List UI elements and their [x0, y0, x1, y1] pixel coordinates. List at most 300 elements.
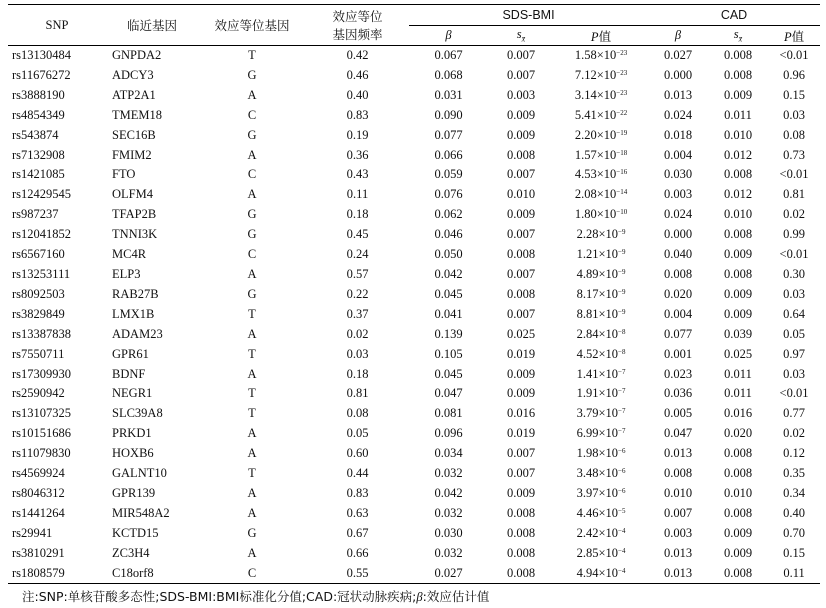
cell-cad-p: <0.01 — [779, 386, 809, 401]
cell-sds-p: $1.58\times 10^{-23}$ — [574, 48, 628, 62]
header-sds-beta: β — [409, 26, 488, 46]
cell-snp: rs13130484 — [12, 48, 72, 62]
cell-cad-se: 0.008 — [723, 67, 753, 82]
cell-sds-beta: 0.032 — [434, 545, 463, 560]
cell-sds-se: 0.007 — [506, 227, 536, 242]
cell-sds-beta: 0.139 — [434, 326, 463, 341]
cell-sds-p: $2.84\times 10^{-8}$ — [576, 326, 626, 341]
cell-gene: TMEM18 — [112, 107, 162, 122]
table-row — [8, 46, 820, 66]
cell-allele: C — [247, 247, 257, 262]
cell-cad-p: 0.64 — [783, 306, 805, 321]
cell-cad-se: 0.009 — [723, 306, 753, 321]
cell-sds-p: $3.14\times 10^{-23}$ — [574, 87, 628, 102]
cell-allele: G — [247, 525, 257, 540]
cell-frequency: 0.11 — [346, 187, 369, 202]
table-body — [8, 46, 820, 584]
cell-sds-p: $3.97\times 10^{-6}$ — [576, 485, 626, 500]
cell-cad-se: 0.008 — [723, 466, 753, 481]
cell-frequency: 0.02 — [346, 326, 369, 341]
cell-sds-se: 0.009 — [506, 386, 536, 401]
cell-frequency: 0.67 — [346, 525, 369, 540]
cell-frequency: 0.36 — [346, 147, 369, 162]
cell-gene: GALNT10 — [112, 466, 167, 481]
cell-cad-p: 0.03 — [783, 286, 805, 301]
cell-cad-beta: 0.013 — [663, 446, 693, 461]
cell-allele: T — [248, 386, 256, 401]
table-row — [8, 564, 820, 584]
cell-cad-beta: 0.013 — [648, 564, 708, 584]
cell-gene: SLC39A8 — [112, 406, 163, 421]
cell-sds-se: 0.007 — [506, 167, 536, 182]
cell-cad-beta: 0.024 — [663, 107, 693, 122]
cell-cad-beta: 0.000 — [663, 67, 693, 82]
cell-cad-se: 0.009 — [723, 286, 753, 301]
cell-cad-se: 0.008 — [723, 266, 753, 281]
cell-cad-beta: 0.040 — [663, 247, 693, 262]
cell-allele: T — [248, 306, 256, 321]
cell-sds-p: $1.57\times 10^{-18}$ — [574, 147, 628, 162]
cell-snp: rs1808579 — [8, 564, 106, 584]
cell-sds-p: $1.91\times 10^{-7}$ — [576, 386, 626, 401]
cell-allele: A — [247, 426, 257, 441]
cell-sds-p: $8.17\times 10^{-9}$ — [576, 286, 626, 301]
cell-cad-se: 0.008 — [723, 48, 753, 62]
header-sds-se: $s_{x̄}$ — [488, 26, 554, 46]
cell-sds-p: $2.42\times 10^{-4}$ — [576, 525, 626, 540]
cell-sds-beta: 0.046 — [434, 227, 463, 242]
cell-gene: OLFM4 — [112, 187, 153, 202]
cell-sds-beta: 0.032 — [434, 505, 463, 520]
cell-sds-se: 0.009 — [506, 107, 536, 122]
header-frequency — [306, 5, 409, 46]
cell-cad-beta: 0.020 — [663, 286, 693, 301]
cell-gene: TFAP2B — [112, 207, 157, 222]
cell-sds-se: 0.008 — [506, 545, 536, 560]
cell-cad-p: 0.81 — [783, 187, 805, 202]
cell-sds-se: 0.008 — [506, 525, 536, 540]
cell-allele: A — [247, 266, 257, 281]
cell-frequency: 0.22 — [346, 286, 369, 301]
cell-frequency: 0.81 — [346, 386, 369, 401]
cell-allele: A — [247, 87, 257, 102]
cell-cad-beta: 0.000 — [663, 227, 693, 242]
cell-snp: rs11079830 — [12, 446, 71, 461]
cell-frequency: 0.55 — [306, 564, 409, 584]
cell-sds-p: $4.52\times 10^{-8}$ — [576, 346, 626, 361]
cell-frequency: 0.46 — [346, 67, 369, 82]
cell-sds-beta: 0.077 — [434, 127, 463, 142]
cell-sds-beta: 0.047 — [434, 386, 463, 401]
cell-snp: rs1421085 — [12, 167, 65, 182]
cell-cad-p: 0.03 — [783, 366, 805, 381]
cell-allele: G — [247, 67, 257, 82]
cell-snp: rs3810291 — [12, 545, 65, 560]
cell-sds-p: $1.21\times 10^{-9}$ — [576, 247, 626, 262]
cell-sds-se: 0.008 — [506, 505, 536, 520]
cell-sds-beta: 0.045 — [434, 366, 463, 381]
cell-snp: rs12041852 — [12, 227, 72, 242]
cell-gene: MIR548A2 — [112, 505, 170, 520]
cell-sds-se: 0.016 — [506, 406, 536, 421]
cell-sds-p: $1.41\times 10^{-7}$ — [576, 366, 626, 381]
cell-sds-beta: 0.042 — [434, 485, 463, 500]
footnote-prefix: 注:SNP:单核苷酸多态性;SDS-BMI:BMI标准化分值;CAD:冠状动脉疾病; — [22, 589, 417, 604]
cell-cad-p: 0.02 — [783, 426, 805, 441]
cell-gene: RAB27B — [112, 286, 159, 301]
cell-sds-beta: 0.041 — [434, 306, 463, 321]
cell-cad-se: 0.010 — [723, 127, 753, 142]
cell-sds-beta: 0.059 — [434, 167, 463, 182]
cell-sds-beta: 0.032 — [434, 466, 463, 481]
cell-gene: SEC16B — [112, 127, 156, 142]
cell-cad-se: 0.012 — [723, 147, 753, 162]
cell-allele: A — [247, 326, 257, 341]
cell-sds-se: 0.009 — [506, 366, 536, 381]
table-row — [8, 464, 820, 484]
cell-allele: A — [247, 366, 257, 381]
cell-sds-se: 0.007 — [506, 67, 536, 82]
cell-gene: GNPDA2 — [112, 48, 162, 62]
cell-sds-beta: 0.030 — [434, 525, 463, 540]
cell-allele: C — [247, 107, 257, 122]
cell-cad-se: 0.008 — [723, 446, 753, 461]
cell-sds-p: $1.80\times 10^{-10}$ — [574, 207, 628, 222]
cell-gene: ZC3H4 — [112, 545, 150, 560]
cell-snp: rs3888190 — [12, 87, 65, 102]
cell-frequency: 0.42 — [346, 48, 369, 62]
cell-sds-p: $2.85\times 10^{-4}$ — [576, 545, 626, 560]
cell-gene: MC4R — [112, 247, 147, 262]
table-row — [8, 205, 820, 225]
results-table — [8, 4, 820, 584]
cell-sds-beta: 0.067 — [434, 48, 463, 62]
cell-frequency: 0.44 — [346, 466, 369, 481]
cell-frequency: 0.24 — [346, 247, 369, 262]
cell-cad-beta: 0.023 — [663, 366, 693, 381]
cell-sds-p: $4.94\times 10^{-4}$ — [554, 564, 648, 584]
cell-cad-p: 0.40 — [783, 505, 805, 520]
cell-cad-beta: 0.005 — [663, 406, 693, 421]
cell-gene: ADAM23 — [112, 326, 163, 341]
header-cad-p: P值 — [768, 26, 820, 46]
cell-sds-p: $4.89\times 10^{-9}$ — [576, 266, 626, 281]
cell-allele: G — [247, 286, 257, 301]
cell-cad-beta: 0.077 — [663, 326, 693, 341]
cell-cad-se: 0.011 — [724, 366, 752, 381]
cell-sds-beta: 0.068 — [434, 67, 463, 82]
cell-allele: T — [248, 346, 256, 361]
cell-snp: rs10151686 — [12, 426, 72, 441]
cell-sds-se: 0.008 — [506, 247, 536, 262]
cell-sds-beta: 0.090 — [434, 107, 463, 122]
cell-cad-beta: 0.008 — [663, 466, 693, 481]
cell-sds-se: 0.009 — [506, 127, 536, 142]
cell-allele: T — [248, 466, 256, 481]
cell-cad-se: 0.011 — [724, 107, 752, 122]
table-row — [8, 66, 820, 86]
cell-cad-se: 0.039 — [723, 326, 753, 341]
cell-cad-se: 0.008 — [723, 167, 753, 182]
cell-frequency: 0.05 — [346, 426, 369, 441]
cell-cad-beta: 0.030 — [663, 167, 693, 182]
cell-gene: TNNI3K — [112, 227, 158, 242]
cell-cad-p: 0.73 — [783, 147, 805, 162]
cell-cad-p: 0.05 — [783, 326, 805, 341]
cell-gene: FTO — [112, 167, 136, 182]
table-row — [8, 404, 820, 424]
cell-cad-beta: 0.018 — [663, 127, 693, 142]
cell-sds-beta: 0.045 — [434, 286, 463, 301]
cell-sds-se: 0.007 — [506, 48, 536, 62]
cell-cad-se: 0.025 — [723, 346, 753, 361]
cell-cad-se: 0.009 — [723, 247, 753, 262]
cell-sds-se: 0.019 — [506, 426, 536, 441]
cell-cad-p: 0.35 — [783, 466, 805, 481]
cell-sds-se: 0.007 — [506, 266, 536, 281]
cell-sds-se: 0.025 — [506, 326, 536, 341]
cell-gene: KCTD15 — [112, 525, 159, 540]
cell-frequency: 0.19 — [346, 127, 369, 142]
cell-cad-se: 0.008 — [723, 227, 753, 242]
cell-frequency: 0.83 — [346, 107, 369, 122]
cell-gene: BDNF — [112, 366, 146, 381]
cell-cad-se: 0.008 — [723, 505, 753, 520]
cell-cad-p: 0.96 — [783, 67, 805, 82]
cell-allele: C — [247, 167, 257, 182]
cell-gene: GPR61 — [112, 346, 149, 361]
cell-cad-p: 0.03 — [783, 107, 805, 122]
cell-gene: LMX1B — [112, 306, 155, 321]
cell-sds-se: 0.003 — [506, 87, 536, 102]
cell-snp: rs11676272 — [12, 67, 71, 82]
cell-frequency: 0.83 — [346, 485, 369, 500]
cell-frequency: 0.08 — [346, 406, 369, 421]
cell-snp: rs8046312 — [12, 485, 65, 500]
table-header — [8, 5, 820, 46]
cell-sds-se: 0.008 — [488, 564, 554, 584]
cell-cad-beta: 0.003 — [663, 525, 693, 540]
cell-cad-p: 0.11 — [768, 564, 820, 584]
header-allele: 效应等位基因 — [198, 5, 306, 46]
cell-sds-beta: 0.034 — [434, 446, 463, 461]
cell-sds-se: 0.007 — [506, 306, 536, 321]
cell-allele: A — [247, 446, 257, 461]
table-row — [8, 365, 820, 385]
cell-frequency: 0.43 — [346, 167, 369, 182]
cell-sds-p: $5.41\times 10^{-22}$ — [574, 107, 628, 122]
cell-gene: GPR139 — [112, 485, 156, 500]
cell-sds-p: $8.81\times 10^{-9}$ — [576, 306, 626, 321]
table-row — [8, 544, 820, 564]
table-row — [8, 384, 820, 404]
table-row — [8, 325, 820, 345]
cell-sds-beta: 0.050 — [434, 247, 463, 262]
table-row — [8, 126, 820, 146]
cell-sds-beta: 0.096 — [434, 426, 463, 441]
cell-frequency: 0.18 — [346, 207, 369, 222]
cell-cad-beta: 0.004 — [663, 306, 693, 321]
cell-sds-se: 0.007 — [506, 466, 536, 481]
cell-cad-p: 0.70 — [783, 525, 805, 540]
cell-sds-p: $1.98\times 10^{-6}$ — [576, 446, 626, 461]
cell-snp: rs7550711 — [12, 346, 65, 361]
cell-cad-beta: 0.013 — [663, 87, 693, 102]
cell-snp: rs543874 — [12, 127, 59, 142]
cell-cad-p: 0.77 — [783, 406, 805, 421]
cell-frequency: 0.66 — [346, 545, 369, 560]
cell-cad-beta: 0.001 — [663, 346, 693, 361]
cell-sds-beta: 0.027 — [409, 564, 488, 584]
cell-cad-p: <0.01 — [779, 48, 809, 62]
cell-snp: rs2590942 — [12, 386, 65, 401]
cell-sds-se: 0.009 — [506, 207, 536, 222]
footnote-beta-symbol: β — [416, 590, 423, 604]
table-row — [8, 424, 820, 444]
cell-sds-p: $4.53\times 10^{-16}$ — [574, 167, 628, 182]
cell-frequency: 0.45 — [346, 227, 369, 242]
cell-allele: T — [248, 48, 256, 62]
cell-allele: A — [247, 485, 257, 500]
header-frequency-line2: 基因频率 — [332, 28, 383, 42]
cell-cad-se: 0.020 — [723, 426, 753, 441]
cell-cad-p: 0.08 — [783, 127, 805, 142]
cell-snp: rs13387838 — [12, 326, 72, 341]
cell-snp: rs987237 — [12, 207, 59, 222]
cell-sds-beta: 0.062 — [434, 207, 463, 222]
cell-cad-se: 0.012 — [723, 187, 753, 202]
cell-allele: A — [247, 187, 257, 202]
cell-cad-se: 0.010 — [723, 207, 753, 222]
table-row — [8, 225, 820, 245]
table-row — [8, 185, 820, 205]
cell-cad-p: 0.34 — [783, 485, 805, 500]
cell-snp: rs17309930 — [12, 366, 72, 381]
cell-sds-beta: 0.105 — [434, 346, 463, 361]
cell-allele: G — [247, 227, 257, 242]
cell-sds-se: 0.007 — [506, 446, 536, 461]
cell-sds-se: 0.008 — [506, 286, 536, 301]
header-gene: 临近基因 — [106, 5, 198, 46]
cell-sds-p: $2.08\times 10^{-14}$ — [574, 187, 628, 202]
table-row — [8, 345, 820, 365]
cell-cad-beta: 0.013 — [663, 545, 693, 560]
cell-sds-beta: 0.042 — [434, 266, 463, 281]
cell-gene: HOXB6 — [112, 446, 154, 461]
cell-snp: rs29941 — [12, 525, 53, 540]
table-row — [8, 444, 820, 464]
cell-frequency: 0.03 — [346, 346, 369, 361]
cell-allele: A — [247, 147, 257, 162]
cell-sds-p: $7.12\times 10^{-23}$ — [574, 67, 628, 82]
table-row — [8, 106, 820, 126]
table-row — [8, 245, 820, 265]
cell-allele: C — [198, 564, 306, 584]
cell-cad-beta: 0.036 — [663, 386, 693, 401]
header-group-cad: CAD — [648, 5, 820, 26]
table-footnote — [22, 587, 489, 605]
cell-frequency: 0.40 — [346, 87, 369, 102]
table-row — [8, 305, 820, 325]
table-row — [8, 265, 820, 285]
cell-cad-p: 0.12 — [783, 446, 805, 461]
cell-cad-se: 0.009 — [723, 525, 753, 540]
cell-cad-se: 0.016 — [723, 406, 753, 421]
header-snp: SNP — [8, 5, 106, 46]
cell-snp: rs13253111 — [12, 266, 71, 281]
header-sds-p: P值 — [554, 26, 648, 46]
cell-sds-p: $3.79\times 10^{-7}$ — [576, 406, 626, 421]
cell-cad-p: <0.01 — [779, 167, 809, 182]
header-group-sds-bmi: SDS-BMI — [409, 5, 648, 26]
cell-gene: NEGR1 — [112, 386, 153, 401]
cell-cad-se: 0.009 — [723, 545, 753, 560]
cell-sds-beta: 0.066 — [434, 147, 463, 162]
cell-sds-p: $2.20\times 10^{-19}$ — [574, 127, 628, 142]
cell-cad-beta: 0.007 — [663, 505, 693, 520]
cell-frequency: 0.63 — [346, 505, 369, 520]
cell-cad-se: 0.010 — [723, 485, 753, 500]
cell-sds-se: 0.019 — [506, 346, 536, 361]
cell-cad-beta: 0.004 — [663, 147, 693, 162]
cell-allele: A — [247, 505, 257, 520]
cell-snp: rs13107325 — [12, 406, 72, 421]
cell-gene: C18orf8 — [106, 564, 198, 584]
table-row — [8, 146, 820, 166]
cell-cad-se: 0.009 — [723, 87, 753, 102]
cell-gene: ELP3 — [112, 266, 141, 281]
cell-cad-p: 0.15 — [783, 87, 805, 102]
cell-cad-se: 0.011 — [724, 386, 752, 401]
cell-frequency: 0.60 — [346, 446, 369, 461]
cell-snp: rs4854349 — [12, 107, 65, 122]
cell-cad-se: 0.008 — [708, 564, 768, 584]
cell-frequency: 0.18 — [346, 366, 369, 381]
cell-cad-beta: 0.024 — [663, 207, 693, 222]
cell-snp: rs1441264 — [12, 505, 65, 520]
cell-allele: T — [248, 406, 256, 421]
cell-allele: A — [247, 545, 257, 560]
table-row — [8, 484, 820, 504]
cell-sds-p: $6.99\times 10^{-7}$ — [576, 426, 626, 441]
table-row — [8, 524, 820, 544]
cell-snp: rs12429545 — [12, 187, 72, 202]
cell-cad-p: 0.15 — [783, 545, 805, 560]
cell-sds-p: $3.48\times 10^{-6}$ — [576, 466, 626, 481]
cell-cad-p: 0.02 — [783, 207, 805, 222]
cell-sds-beta: 0.076 — [434, 187, 463, 202]
footnote-suffix: :效应估计值 — [422, 589, 490, 604]
header-cad-se: $s_{x̄}$ — [708, 26, 768, 46]
cell-allele: G — [247, 127, 257, 142]
cell-snp: rs7132908 — [12, 147, 65, 162]
cell-frequency: 0.57 — [346, 266, 369, 281]
cell-cad-beta: 0.008 — [663, 266, 693, 281]
header-frequency-line1: 效应等位 — [332, 10, 383, 24]
cell-sds-beta: 0.031 — [434, 87, 463, 102]
table-row — [8, 285, 820, 305]
cell-sds-beta: 0.081 — [434, 406, 463, 421]
cell-sds-p: $4.46\times 10^{-5}$ — [576, 505, 626, 520]
cell-snp: rs8092503 — [12, 286, 65, 301]
cell-cad-p: 0.30 — [783, 266, 805, 281]
cell-cad-p: 0.97 — [783, 346, 805, 361]
header-cad-beta: β — [648, 26, 708, 46]
cell-cad-p: 0.99 — [783, 227, 805, 242]
cell-gene: FMIM2 — [112, 147, 152, 162]
table-row — [8, 504, 820, 524]
cell-gene: ATP2A1 — [112, 87, 156, 102]
